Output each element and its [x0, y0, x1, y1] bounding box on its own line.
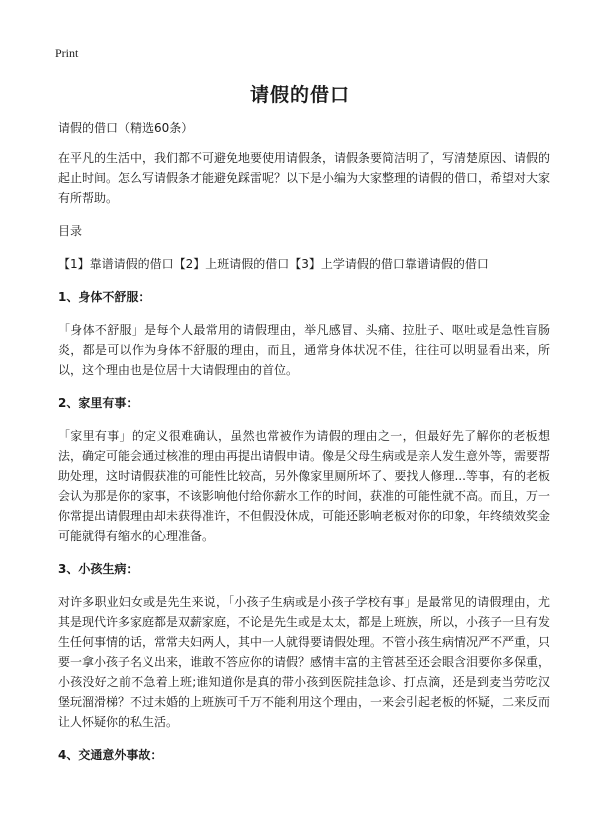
intro-paragraph: 在平凡的生活中，我们都不可避免地要使用请假条，请假条要简洁明了，写清楚原因、请假的起止时间。怎么写请假条才能避免踩雷呢？以下是小编为大家整理的请假的借口，希望对大家有所帮助。	[58, 151, 551, 205]
table-of-contents[interactable]: 【1】靠谱请假的借口【2】上班请假的借口【3】上学请假的借口靠谱请假的借口	[58, 257, 489, 271]
section-heading: 1、身体不舒服：	[58, 290, 151, 304]
section-heading: 2、家里有事：	[58, 396, 139, 410]
section-body: 「身体不舒服」是每个人最常用的请假理由，举凡感冒、头痛、拉肚子、呕吐或是急性盲肠炎，都是可以作为身体不舒服的理由，而且，通常身体状况不佳，往往可以明显看出来，所以，这个理由也是位居十大请假理由的首位。	[58, 323, 550, 377]
toc-label: 目录	[58, 224, 83, 238]
section-body: 对许多职业妇女或是先生来说，「小孩子生病或是小孩子学校有事」是最常见的请假理由，尤其是现代许多家庭都是双薪家庭，不论是先生或是太太，都是上班族，所以，小孩子一旦有发生任何事情的话，常常夫妇两人，其中一人就得要请假处理。不管小孩生病情况严不严重，只要一拿小孩子名义出来，谁敢不答应你的请假？感情丰富的主管甚至还会眼含泪要你多保重，小孩没好之前不急着上班;谁知道你是真的带小孩到医院挂急诊、打点滴，还是到麦当劳吃汉堡玩溜滑梯？不过未婚的上班族可千万不能利用这个理由，一来会引起老板的怀疑，二来反而让人怀疑你的私生活。	[58, 595, 551, 729]
article-body	[58, 118, 550, 765]
print-link[interactable]: Print	[55, 46, 79, 60]
section-body: 「家里有事」的定义很难确认，虽然也常被作为请假的理由之一，但最好先了解你的老板想法，确定可能会通过核准的理由再提出请假申请。像是父母生病或是亲人发生意外等，需要帮助处理，这时请假获准的可能性比较高，另外像家里厕所坏了、要找人修理...等事，有的老板会认为那是你的家事，不该影响他付给你薪水工作的时间，获准的可能性就不高。而且，万一你常提出请假理由却未获得准许，不但假没休成，可能还影响老板对你的印象，年终绩效奖金可能就得有缩水的心理准备。	[58, 429, 551, 543]
section-heading: 4、交通意外事故：	[58, 748, 163, 762]
subtitle: 请假的借口（精选60条）	[58, 121, 194, 135]
page-title: 请假的借口	[249, 84, 350, 106]
section-heading: 3、小孩生病：	[58, 562, 139, 576]
